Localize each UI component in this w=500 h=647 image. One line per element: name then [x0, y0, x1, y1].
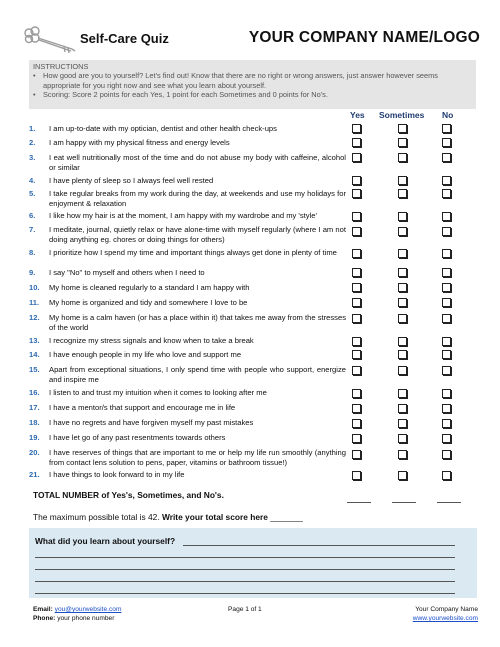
checkbox-sometimes[interactable]: [398, 298, 407, 307]
question-number: 20.: [29, 448, 40, 457]
answer-line[interactable]: [183, 545, 455, 546]
instruction-bullet: • Scoring: Score 2 points for each Yes, 1 point for each Sometimes and 0 points for No's.: [33, 90, 328, 100]
checkbox-no[interactable]: [442, 176, 451, 185]
checkbox-no[interactable]: [442, 227, 451, 236]
write-score-text: Write your total score here: [161, 512, 268, 522]
question-number: 11.: [29, 298, 40, 307]
question-number: 16.: [29, 388, 40, 397]
checkbox-sometimes[interactable]: [398, 227, 407, 236]
question-text: I say "No" to myself and others when I need to: [49, 268, 205, 277]
checkbox-yes[interactable]: [352, 350, 361, 359]
footer-company-name: Your Company Name: [415, 606, 478, 613]
company-name: YOUR COMPANY NAME/LOGO: [248, 29, 480, 46]
checkbox-sometimes[interactable]: [398, 350, 407, 359]
checkbox-yes[interactable]: [352, 283, 361, 292]
checkbox-sometimes[interactable]: [398, 337, 407, 346]
question-text: I listen to and trust my intuition when it comes to looking after me: [49, 388, 267, 397]
question-text: I eat well nutritionally most of the time and do not abuse my body with caffeine, alcohol or similar: [49, 153, 346, 172]
checkbox-yes[interactable]: [352, 138, 361, 147]
checkbox-yes[interactable]: [352, 124, 361, 133]
checkbox-no[interactable]: [442, 389, 451, 398]
checkbox-sometimes[interactable]: [398, 189, 407, 198]
score-blank[interactable]: _______: [270, 512, 303, 522]
checkbox-sometimes[interactable]: [398, 176, 407, 185]
checkbox-no[interactable]: [442, 419, 451, 428]
checkbox-yes[interactable]: [352, 227, 361, 236]
column-header-sometimes: Sometimes: [379, 110, 425, 120]
question-text: Apart from exceptional situations, I only spend time with people who support, energize and inspire me: [49, 365, 346, 384]
column-header-yes: Yes: [350, 110, 365, 120]
instructions-box: [29, 60, 476, 109]
checkbox-yes[interactable]: [352, 176, 361, 185]
question-text: I have let go of any past resentments towards others: [49, 433, 226, 442]
column-header-no: No: [442, 110, 454, 120]
question-text: My home is organized and tidy and somewhere I love to be: [49, 298, 248, 307]
checkbox-sometimes[interactable]: [398, 389, 407, 398]
checkbox-yes[interactable]: [352, 268, 361, 277]
footer-company: [413, 605, 478, 623]
checkbox-no[interactable]: [442, 337, 451, 346]
checkbox-yes[interactable]: [352, 153, 361, 162]
question-text: I have plenty of sleep so I always feel well rested: [49, 176, 214, 185]
checkbox-no[interactable]: [442, 298, 451, 307]
checkbox-no[interactable]: [442, 189, 451, 198]
question-text: My home is a calm haven (or has a place within it) that takes me away from the stresses of the world: [49, 313, 346, 332]
checkbox-sometimes[interactable]: [398, 419, 407, 428]
quiz-title: Self-Care Quiz: [80, 31, 169, 46]
checkbox-sometimes[interactable]: [398, 249, 407, 258]
checkbox-no[interactable]: [442, 450, 451, 459]
question-number: 13.: [29, 336, 40, 345]
max-total-line: [33, 512, 303, 522]
question-text: I am happy with my physical fitness and energy levels: [49, 138, 230, 147]
checkbox-yes[interactable]: [352, 419, 361, 428]
checkbox-sometimes[interactable]: [398, 138, 407, 147]
instructions-heading: INSTRUCTIONS: [33, 62, 89, 71]
question-text: I meditate, journal, quietly relax or have alone-time with myself regularly (where I am not doing anything eg. chores or doing things for others): [49, 225, 346, 244]
checkbox-no[interactable]: [442, 404, 451, 413]
question-number: 21.: [29, 470, 40, 479]
question-number: 2.: [29, 138, 36, 147]
total-no-blank[interactable]: [437, 502, 461, 503]
question-number: 8.: [29, 248, 36, 257]
checkbox-yes[interactable]: [352, 389, 361, 398]
checkbox-no[interactable]: [442, 249, 451, 258]
question-text: I have things to look forward to in my life: [49, 470, 185, 479]
checkbox-yes[interactable]: [352, 249, 361, 258]
checkbox-yes[interactable]: [352, 450, 361, 459]
checkbox-no[interactable]: [442, 471, 451, 480]
answer-line[interactable]: [35, 557, 455, 558]
total-label: TOTAL NUMBER of Yes's, Sometimes, and No's.: [33, 490, 224, 500]
page-header: [22, 26, 480, 56]
learn-box: [29, 528, 477, 598]
question-number: 19.: [29, 433, 40, 442]
checkbox-yes[interactable]: [352, 212, 361, 221]
checkbox-sometimes[interactable]: [398, 153, 407, 162]
question-number: 15.: [29, 365, 40, 374]
max-total-text: The maximum possible total is 42.: [33, 512, 160, 522]
checkbox-no[interactable]: [442, 138, 451, 147]
question-text: I like how my hair is at the moment, I am happy with my wardrobe and my 'style': [49, 211, 317, 220]
checkbox-no[interactable]: [442, 283, 451, 292]
question-number: 5.: [29, 189, 36, 198]
checkbox-no[interactable]: [442, 366, 451, 375]
email-link[interactable]: you@yourwebsite.com: [54, 606, 122, 613]
question-text: I have no regrets and have forgiven myself my past mistakes: [49, 418, 254, 427]
checkbox-no[interactable]: [442, 212, 451, 221]
checkbox-yes[interactable]: [352, 337, 361, 346]
answer-line[interactable]: [35, 593, 455, 594]
question-text: I have enough people in my life who love and support me: [49, 350, 242, 359]
question-text: I am up-to-date with my optician, dentist and other health check-ups: [49, 124, 277, 133]
answer-line[interactable]: [35, 569, 455, 570]
checkbox-no[interactable]: [442, 434, 451, 443]
answer-line[interactable]: [35, 581, 455, 582]
checkbox-yes[interactable]: [352, 434, 361, 443]
checkbox-sometimes[interactable]: [398, 283, 407, 292]
checkbox-no[interactable]: [442, 350, 451, 359]
question-number: 4.: [29, 176, 36, 185]
total-sometimes-blank[interactable]: [392, 502, 416, 503]
checkbox-sometimes[interactable]: [398, 434, 407, 443]
checkbox-yes[interactable]: [352, 189, 361, 198]
question-number: 17.: [29, 403, 40, 412]
question-text: I have reserves of things that are important to me or help my life run smoothly (anything from contact lens solution to pens, paper, vitamins or bathroom tissue!): [49, 448, 346, 467]
checkbox-sometimes[interactable]: [398, 212, 407, 221]
checkbox-sometimes[interactable]: [398, 314, 407, 323]
total-yes-blank[interactable]: [347, 502, 371, 503]
checkbox-no[interactable]: [442, 314, 451, 323]
question-number: 1.: [29, 124, 36, 133]
checkbox-sometimes[interactable]: [398, 366, 407, 375]
checkbox-no[interactable]: [442, 124, 451, 133]
question-text: I have a mentor/s that support and encourage me in life: [49, 403, 236, 412]
checkbox-sometimes[interactable]: [398, 450, 407, 459]
question-number: 9.: [29, 268, 36, 277]
checkbox-sometimes[interactable]: [398, 471, 407, 480]
page-number: Page 1 of 1: [228, 606, 262, 613]
learn-question: What did you learn about yourself?: [35, 536, 176, 546]
checkbox-yes[interactable]: [352, 404, 361, 413]
checkbox-no[interactable]: [442, 153, 451, 162]
checkbox-sometimes[interactable]: [398, 268, 407, 277]
question-text: My home is cleaned regularly to a standard I am happy with: [49, 283, 250, 292]
question-number: 18.: [29, 418, 40, 427]
checkbox-yes[interactable]: [352, 471, 361, 480]
checkbox-yes[interactable]: [352, 314, 361, 323]
checkbox-sometimes[interactable]: [398, 124, 407, 133]
key-icon: [22, 26, 78, 54]
checkbox-sometimes[interactable]: [398, 404, 407, 413]
checkbox-no[interactable]: [442, 268, 451, 277]
question-text: I recognize my stress signals and know when to take a break: [49, 336, 254, 345]
question-text: I prioritize how I spend my time and important things always get done in plenty of time: [49, 248, 337, 257]
phone-number: your phone number: [57, 615, 115, 622]
question-number: 10.: [29, 283, 40, 292]
website-link[interactable]: www.yourwebsite.com: [412, 615, 478, 622]
footer-contact: Email: you@yourwebsite.com Phone: your phone number: [33, 606, 122, 622]
question-number: 12.: [29, 313, 40, 322]
checkbox-yes[interactable]: [352, 298, 361, 307]
question-number: 6.: [29, 211, 36, 220]
instruction-bullet: • How good are you to yourself? Let's find out! Know that there are no right or wrong answers, just answer however seems appropriate for you right now and see what you learn about yourself.: [33, 71, 438, 90]
question-text: I take regular breaks from my work during the day, at weekends and use my holidays for enjoyment & relaxation: [49, 189, 346, 208]
question-number: 14.: [29, 350, 40, 359]
question-number: 7.: [29, 225, 36, 234]
question-number: 3.: [29, 153, 36, 162]
checkbox-yes[interactable]: [352, 366, 361, 375]
